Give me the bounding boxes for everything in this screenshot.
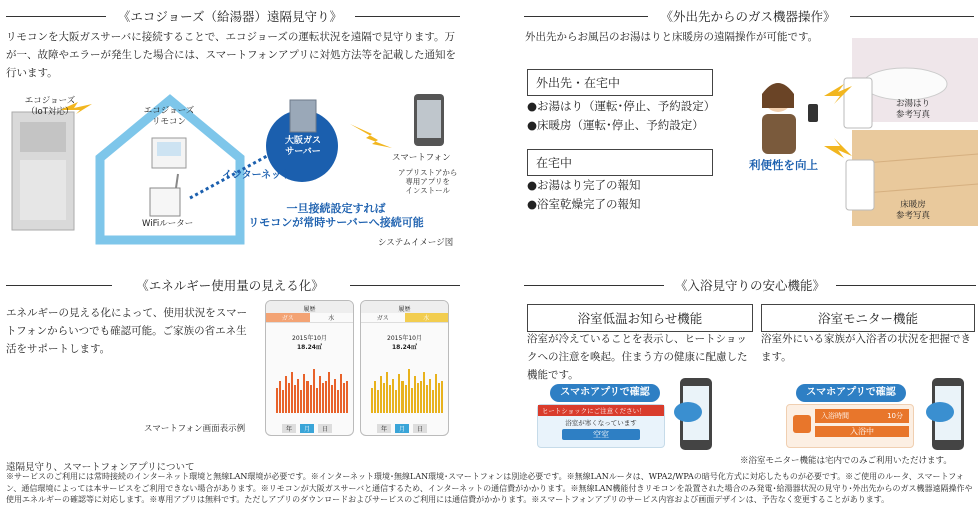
- usage-bar: [432, 390, 434, 413]
- usage-bar: [343, 383, 345, 413]
- water-heater-lower: [20, 160, 66, 220]
- bathtub-icon: [793, 415, 811, 433]
- bath-elapsed-value: 10分: [887, 412, 903, 420]
- period-year[interactable]: 年: [282, 424, 296, 433]
- usage-bar: [300, 390, 302, 413]
- phone-value: 18.24㎥: [297, 344, 322, 351]
- bath-elapsed-label: 入浴時間: [821, 412, 849, 420]
- smartphone-label: スマートフォン: [392, 153, 451, 163]
- usage-bar: [306, 381, 308, 413]
- wireless-bolt: [350, 124, 392, 148]
- usage-bar: [276, 388, 278, 413]
- usage-bar: [328, 372, 330, 413]
- internet-label: インターネット: [222, 170, 292, 181]
- usage-bar: [310, 385, 312, 413]
- usage-bar: [411, 388, 413, 413]
- usage-bar: [377, 390, 379, 413]
- bullet-floor-heating: ●床暖房（運転･停止、予約設定）: [527, 118, 704, 132]
- period-month[interactable]: 月: [395, 424, 409, 433]
- router-antenna: [176, 174, 178, 188]
- app-install-line1: アプリストアから: [398, 168, 458, 177]
- tab-gas[interactable]: ガス: [376, 315, 389, 322]
- section-title-bath-safety: 《入浴見守りの安心機能》: [674, 278, 825, 293]
- label-outside-home: 外出先・在宅中: [527, 69, 713, 96]
- bath-photo-caption: [888, 99, 938, 121]
- section-title-energy: 《エネルギー使用量の見える化》: [136, 278, 324, 293]
- usage-bars-water: [371, 367, 443, 413]
- usage-bar: [438, 383, 440, 413]
- footer-notes: ※サービスのご利用には常時接続のインターネット環境と無線LAN環境が必要です。※インターネット環境･無線LAN環境･スマートフォンは別途必要です。※無線LANルータは、WPA2/WPAの暗号化方式に対応したものが必要です。※ご使用のルータ、スマートフォン、通信環境によっては本サービスをご利用できない場合があります。※リモコンが大阪ガスサーバと通信するため、インターネットの通信費がかかります。※無線LAN機能付きリモコンを設置された場合のみ発電･給湯器状況の見守り･外出先からのガス機器遠隔操作や使用エネルギーの確認等に対応します。※専用アプリは無料です。ただしアプリのダウンロードおよびサービスのご利用には通信費がかかります。※スマートフォンアプリのサービス内容および画面デザインは、予告なく変更することがあります。: [6, 472, 973, 504]
- title-line: [524, 285, 664, 286]
- confirm-app-button-2: スマホアプリで確認: [796, 384, 906, 402]
- label-low-temp-alert: 浴室低温お知らせ機能: [527, 304, 753, 332]
- usage-bar: [426, 385, 428, 413]
- magnified-screen: [926, 402, 954, 422]
- usage-bar: [297, 379, 299, 414]
- period-year[interactable]: 年: [377, 424, 391, 433]
- remote-control-description: 外出先からお風呂のお湯はりと床暖房の遠隔操作が可能です。: [525, 31, 819, 43]
- label-bath-monitor: 浴室モニター機能: [761, 304, 975, 332]
- usage-bar: [405, 385, 407, 413]
- router-label: WiFiルーター: [142, 219, 194, 229]
- cold-bath-alert: 浴室が寒くなっています: [565, 419, 637, 427]
- server-label-line1: 大阪ガス: [284, 136, 321, 146]
- phone-period-tabs: [377, 424, 427, 433]
- footer-title: 遠隔見守り、スマートフォンアプリについて: [6, 462, 195, 473]
- phone-screen-floor: [846, 160, 874, 210]
- period-month[interactable]: 月: [300, 424, 314, 433]
- energy-description: エネルギーの見える化によって、使用状況をスマートフォンからいつでも確認可能。ご家族の省エネ生活をサポートします。: [6, 307, 248, 355]
- usage-bar: [414, 376, 416, 413]
- app-install-note: [398, 168, 457, 195]
- usage-bar: [386, 372, 388, 413]
- title-line: [850, 16, 974, 17]
- remote-control-illustration: [740, 34, 980, 230]
- bullet-bath-fill: ●お湯はり（運転･停止、予約設定）: [527, 99, 716, 113]
- usage-bar: [294, 385, 296, 413]
- usage-bar: [322, 383, 324, 413]
- usage-bar: [325, 381, 327, 413]
- eco-label-line2: （IoT対応）: [26, 107, 74, 117]
- person-body: [762, 114, 796, 154]
- wireless-bolt: [824, 138, 852, 158]
- usage-bar: [313, 369, 315, 413]
- energy-phone-water: [360, 300, 449, 436]
- usage-bar: [331, 385, 333, 413]
- remote-screen: [157, 142, 181, 156]
- phone-header: 履歴: [266, 301, 353, 313]
- usage-bar: [423, 372, 425, 413]
- period-day[interactable]: 日: [413, 424, 427, 433]
- phone-date: 2015年10月: [292, 335, 327, 342]
- eco-label: [20, 96, 80, 118]
- connection-message-line1: 一旦接続設定すれば: [286, 202, 386, 215]
- tab-water[interactable]: 水: [328, 315, 335, 322]
- confirm-app-button-1: スマホアプリで確認: [550, 384, 660, 402]
- person-hair: [762, 83, 794, 108]
- smartphone-screen: [417, 100, 441, 138]
- bullet-bath-complete: ●お湯はり完了の報知: [527, 178, 641, 192]
- bath-monitor-description: 浴室外にいる家族が入浴者の状況を把握できます。: [761, 333, 971, 363]
- usage-bar: [389, 385, 391, 413]
- usage-bar: [435, 374, 437, 413]
- server-label-line2: サーバー: [285, 147, 321, 157]
- usage-bar: [340, 374, 342, 413]
- phone-illustration-1: [668, 376, 716, 452]
- tab-gas[interactable]: ガス: [266, 313, 310, 322]
- energy-phone-gas: [265, 300, 354, 436]
- title-line: [524, 16, 648, 17]
- usage-bar: [398, 374, 400, 413]
- section-title-remote-control: 《外出先からのガス機器操作》: [660, 9, 836, 24]
- title-line: [350, 285, 460, 286]
- connection-message: [226, 202, 446, 230]
- tab-water[interactable]: 水: [405, 313, 449, 322]
- phone-screen-bath: [844, 78, 872, 128]
- period-day[interactable]: 日: [318, 424, 332, 433]
- phone-tabs: [266, 313, 353, 323]
- usage-bar: [316, 388, 318, 413]
- app-install-line3: インストール: [405, 186, 450, 195]
- floor-photo-caption: [888, 200, 938, 222]
- phone-period-tabs: [282, 424, 332, 433]
- label-at-home: 在宅中: [527, 149, 713, 176]
- status-bathing: 入浴中: [815, 426, 909, 437]
- title-line: [836, 285, 976, 286]
- phone-illustration-2: [920, 376, 968, 452]
- section-title-remote-monitoring: 《エコジョーズ（給湯器）遠隔見守り》: [117, 9, 343, 24]
- low-temp-description: 浴室が冷えていることを表示し、ヒートショックへの注意を喚起。住まう方の健康に配慮した機能です。: [527, 333, 748, 381]
- usage-bar: [401, 381, 403, 413]
- remocon-label: [138, 106, 200, 128]
- convenience-label: 利便性を向上: [749, 158, 818, 172]
- usage-bar: [288, 383, 290, 413]
- remocon-label-line1: エコジョーズ: [143, 106, 195, 116]
- usage-bar: [395, 390, 397, 413]
- usage-bar: [334, 379, 336, 414]
- usage-bar: [408, 369, 410, 413]
- usage-bars-gas: [276, 367, 348, 413]
- phone-value: 18.24㎥: [392, 344, 417, 351]
- server-building: [290, 100, 316, 132]
- usage-bar: [417, 383, 419, 413]
- bath-monitor-note: ※浴室モニター機能は宅内でのみご利用いただけます。: [740, 456, 952, 466]
- eco-label-line1: エコジョーズ: [24, 96, 76, 106]
- title-line: [355, 16, 460, 17]
- status-vacant: 空室: [562, 429, 640, 440]
- remote-monitoring-description: リモコンを大阪ガスサーバに接続することで、エコジョーズの運転状況を遠隔で見守ります。万が一、故障やエラーが発生した場合には、スマートフォンアプリに対処方法等を記載した通知を行います。: [6, 31, 457, 79]
- usage-bar: [303, 374, 305, 413]
- title-line: [6, 16, 106, 17]
- energy-caption: スマートフォン画面表示例: [144, 424, 246, 434]
- usage-bar: [279, 381, 281, 413]
- usage-bar: [392, 379, 394, 414]
- usage-bar: [441, 381, 443, 413]
- usage-bar: [380, 376, 382, 413]
- phone-date: 2015年10月: [387, 335, 422, 342]
- usage-bar: [371, 388, 373, 413]
- heat-shock-alert: ヒートショックにご注意ください！: [538, 405, 664, 416]
- usage-bar: [337, 390, 339, 413]
- bullet-dryer-complete: ●浴室乾燥完了の報知: [527, 197, 641, 211]
- connection-message-line2: リモコンが常時サーバーへ接続可能: [248, 216, 424, 229]
- app-install-line2: 専用アプリを: [405, 177, 451, 186]
- diagram-caption: システムイメージ図: [378, 238, 454, 248]
- bath-monitor-card: [786, 404, 914, 448]
- bath-photo-caption-line1: お湯はり: [895, 99, 930, 109]
- remocon-label-line2: リモコン: [151, 117, 186, 127]
- usage-bar: [374, 381, 376, 413]
- bath-photo-caption-line2: 参考写真: [895, 110, 930, 120]
- floor-photo-caption-line2: 参考写真: [895, 211, 930, 221]
- bath-elapsed-row: [815, 409, 909, 423]
- server-label: [274, 136, 332, 158]
- router-device: [150, 188, 180, 216]
- usage-bar: [383, 383, 385, 413]
- magnified-screen: [674, 402, 702, 422]
- usage-bar: [282, 390, 284, 413]
- usage-bar: [420, 381, 422, 413]
- bathtub: [863, 68, 947, 100]
- phone-header: 履歴: [361, 301, 448, 313]
- low-temp-card: [537, 404, 665, 448]
- person-phone: [808, 104, 818, 122]
- title-line: [6, 285, 112, 286]
- usage-bar: [429, 379, 431, 414]
- usage-bar: [346, 381, 348, 413]
- usage-bar: [319, 376, 321, 413]
- phone-tabs: [361, 313, 448, 323]
- floor-photo-caption-line1: 床暖房: [900, 200, 926, 210]
- usage-bar: [291, 372, 293, 413]
- water-heater-panel: [20, 122, 66, 152]
- usage-bar: [285, 376, 287, 413]
